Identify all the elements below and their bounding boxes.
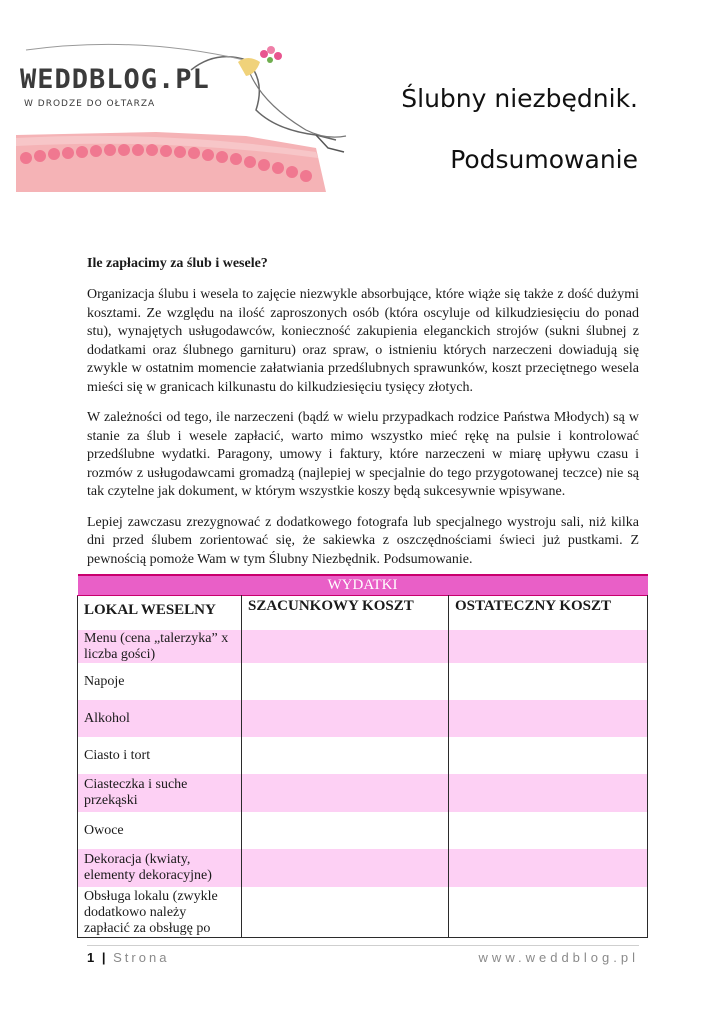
page-number-value: 1 [87,950,96,965]
row-label: Dekoracja (kwiaty, elementy dekoracyjne) [78,849,242,887]
final-cost-cell[interactable] [449,663,648,700]
final-cost-cell[interactable] [449,849,648,887]
row-label: Alkohol [78,700,242,737]
intro-section [87,256,639,581]
estimated-cost-cell[interactable] [242,774,449,812]
row-label: Ciasteczka i suche przekąski [78,774,242,812]
page-subtitle: Podsumowanie [450,145,638,174]
estimated-cost-cell[interactable] [242,812,449,849]
page-label: Strona [113,950,170,965]
final-cost-cell[interactable] [449,700,648,737]
table-row [78,737,648,774]
column-header-venue: LOKAL WESELNY [78,596,242,631]
row-label: Ciasto i tort [78,737,242,774]
paragraph: Organizacja ślubu i wesela to zajęcie niezwykle absorbujące, które wiąże się także z dość dużymi kosztami. Ze względu na ilość zaproszonych osób (która oscyluje od kilkudziesięciu do ponad stu), wynajętych usługodawców, konieczność zakupienia eleganckich strojów (sukni ślubnej z dodatkami oraz ślubnego garnituru) oraz spraw, o istnieniu których narzeczeni dowiadują się zwykle w ostatnim momencie załatwiania przedślubnych sprawunków, koszt przeciętnego wesela mieści się w granicach kilkunastu do kilkudziesięciu tysięcy złotych. [87,287,639,395]
table-row [78,849,648,887]
estimated-cost-cell[interactable] [242,849,449,887]
page-separator: | [101,950,107,965]
final-cost-cell[interactable] [449,774,648,812]
website-link[interactable]: www.weddblog.pl [478,950,639,965]
table-header-row [78,575,648,596]
table-header: WYDATKI [78,575,648,596]
final-cost-cell[interactable] [449,887,648,938]
page-title: Ślubny niezbędnik. [401,84,638,113]
row-label: Owoce [78,812,242,849]
table-row [78,887,648,938]
table-row [78,663,648,700]
paragraph: Lepiej zawczasu zrezygnować z dodatkowego fotografa lub specjalnego wystroju sali, niż kilka dni przed ślubem zorientować się, że sakiewka z oszczędnościami świeci już pustkami. Z pewnością pomoże Wam w tym Ślubny Niezbędnik. Podsumowanie. [87,514,639,567]
logo-brand: WEDDBLOG.PL [20,64,210,95]
section-question: Ile zapłacimy za ślub i wesele? [87,256,268,271]
final-cost-cell[interactable] [449,737,648,774]
column-header-estimated: SZACUNKOWY KOSZT [242,596,449,631]
table-row [78,774,648,812]
estimated-cost-cell[interactable] [242,887,449,938]
table-row [78,700,648,737]
paragraph: W zależności od tego, ile narzeczeni (bądź w wielu przypadkach rodzice Państwa Młodych) są w stanie za ślub i wesele zapłacić, warto mimo wszystko mieć rękę na pulsie i kontrolować przedślubne wydatki. Paragony, umowy i faktury, które narzeczeni w miarę upływu czasu i rozmów z usługodawcami gromadzą (najlepiej w specjalnie do tego przygotowanej teczce) nie są tak czytelne jak dokument, w którym wszystkie koszy będą sukcesywnie wpisywane. [87,410,639,499]
estimated-cost-cell[interactable] [242,630,449,663]
column-header-final: OSTATECZNY KOSZT [449,596,648,631]
table-row [78,630,648,663]
estimated-cost-cell[interactable] [242,663,449,700]
table-row [78,812,648,849]
expenses-table [77,574,647,938]
estimated-cost-cell[interactable] [242,737,449,774]
footer-divider [87,945,639,946]
page-number [87,950,169,965]
logo-tagline: W DRODZE DO OŁTARZA [24,99,156,109]
row-label: Napoje [78,663,242,700]
row-label: Menu (cena „talerzyka” x liczba gości) [78,630,242,663]
bride-illustration-icon [16,40,350,192]
column-header-row [78,596,648,631]
estimated-cost-cell[interactable] [242,700,449,737]
row-label: Obsługa lokalu (zwykle dodatkowo należy zapłacić za obsługę po [78,887,242,938]
final-cost-cell[interactable] [449,630,648,663]
final-cost-cell[interactable] [449,812,648,849]
